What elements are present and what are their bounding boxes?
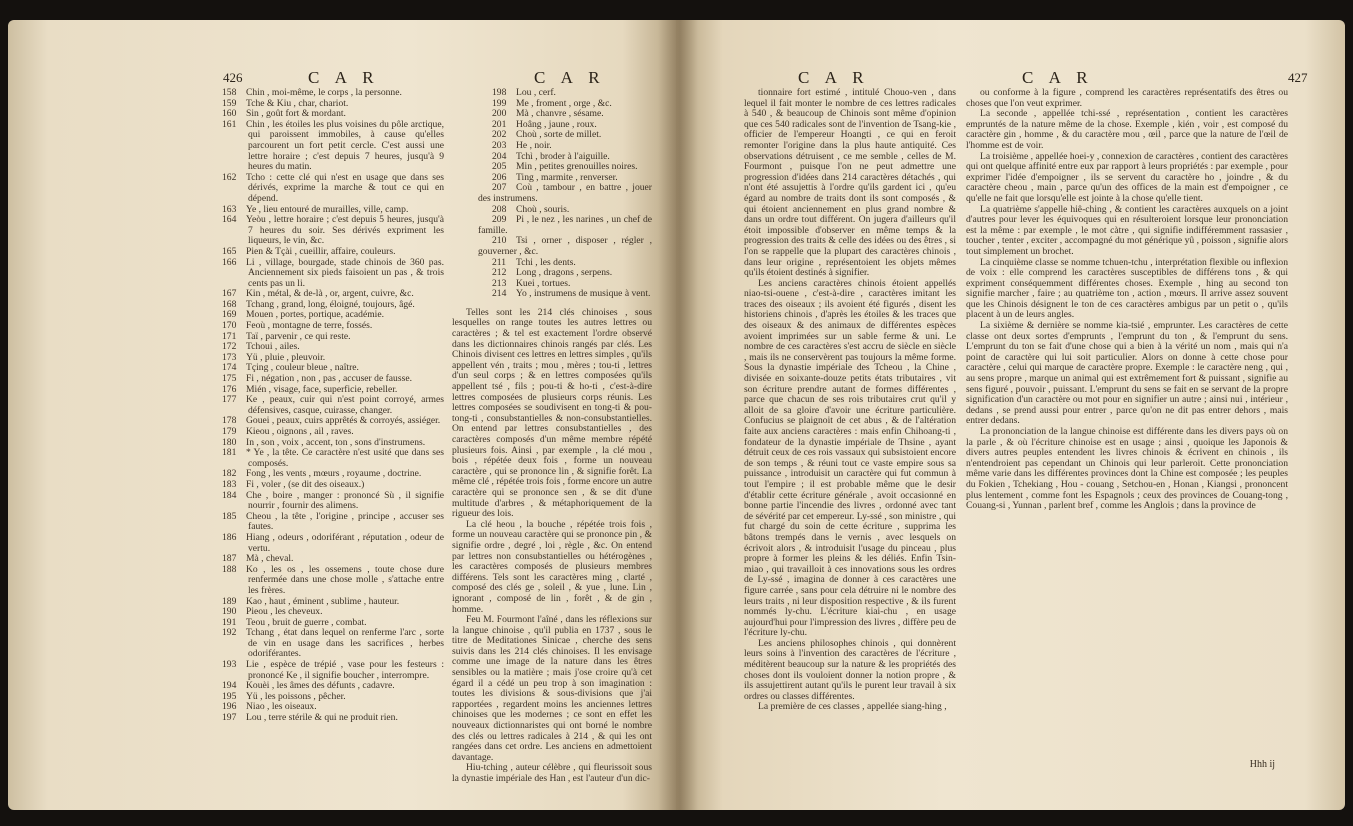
paragraph: Feu M. Fourmont l'aîné , dans les réflexions sur la langue chinoise , qu'il publia en 1737 , sous le titre de Meditationes Sinicae , cherche des sens suivis dans les 214 clés chinoises. Il les envisage comme une image de la nature dans les êtres sensibles ou la matière ; mais j'ose croire qu'à cet égard il a cédé un peu trop à son imagination : toutes les divisions & sous-divisions que j'ai rapportées , regardent moins les anciennes lettres chinoises que les modernes ; ce sont en effet les nouveaux dictionnaristes qui ont borné le nombre des clés ou lettres radicales à 214 , & qui les ont rangées dans cet ordre. Les anciens en admettoient davantage. xyxy=(452,614,652,763)
entry-text: Mà , chanvre , sésame. xyxy=(516,108,604,120)
paragraph: La seconde , appellée tchi-ssé , représentation , contient les caractères empruntés de la nature même de la chose. Exemple , kién , voir , est composé du caractère gin , homme , & du caractère mou , œil , parce que la nature de l'œil de l'homme est de voir. xyxy=(966,108,1288,151)
entry-text: Chin , moi-même, le corps , la personne. xyxy=(246,87,402,98)
dictionary-entry xyxy=(222,173,444,205)
entry-number: 174 xyxy=(222,362,237,374)
paragraph: La clé heou , la bouche , répétée trois fois , forme un nouveau caractère qui se prononce pin , & signifie ordre , degré , loi , règle , &c. On entend par lettres non consubstantielles ou hétérogènes , les caractères composés de plusieurs membres différens. Tels sont les caractères ming , clarté , composé des clés ge , soleil , & yue , lune. Lin , ignorant , composé de lin , forêt , & de gin , homme. xyxy=(452,518,652,615)
right-page xyxy=(676,20,1345,810)
entry-text: Tçing , couleur bleue , naître. xyxy=(246,362,359,374)
entry-number: 213 xyxy=(492,277,507,289)
entry-text: Fi , voler , (se dit des oiseaux.) xyxy=(246,478,365,490)
entry-number: 171 xyxy=(222,330,237,342)
entry-text: Choù , souris. xyxy=(516,203,570,215)
entry-text: Kuei , tortues. xyxy=(516,277,571,289)
entry-number: 169 xyxy=(222,309,237,321)
entry-text: Mién , visage, face, superficie, rebeller. xyxy=(246,383,398,395)
entry-text: Fi , négation , non , pas , accuser de fausse. xyxy=(246,373,412,385)
entry-text: Fong , les vents , mœurs , royaume , doctrine. xyxy=(246,468,422,480)
entry-text: Yeòu , lettre horaire ; c'est depuis 5 heures, jusqu'à 7 heures du soir. Ses dérivés expriment les liqueurs, le vin, &c. xyxy=(246,214,444,247)
entry-text: Taï , parvenir , ce qui reste. xyxy=(246,330,351,342)
dictionary-entry xyxy=(222,491,444,512)
entry-text: Lou , cerf. xyxy=(516,87,556,98)
entry-text: Mà , cheval. xyxy=(246,553,294,565)
entry-text: Tchang , état dans lequel on renferme l'arc , sorte de vin en usage dans les sacrifices , herbes odoriférantes. xyxy=(246,627,444,660)
entry-text: Feoù , montagne de terre, fossés. xyxy=(246,320,373,332)
entry-text: Yo , instrumens de musique à vent. xyxy=(516,288,651,300)
entry-number: 166 xyxy=(222,256,237,268)
entry-text: Kao , haut , éminent , sublime , hauteur. xyxy=(246,595,400,607)
dictionary-entry xyxy=(222,120,444,173)
entry-text: He , noir. xyxy=(516,139,552,151)
entry-text: Yü , les poissons , pêcher. xyxy=(246,690,346,702)
entry-number: 196 xyxy=(222,701,237,713)
dictionary-entry xyxy=(452,183,652,204)
dictionary-entry xyxy=(222,533,444,554)
entry-number: 189 xyxy=(222,595,237,607)
entry-number: 163 xyxy=(222,203,237,215)
right-text-column-1 xyxy=(744,88,956,713)
entry-number: 182 xyxy=(222,468,237,480)
paragraph: Hiu-tching , auteur célèbre , qui fleurissoit sous la dynastie impériale des Han , est l'auteur d'un dic- xyxy=(452,762,652,784)
paragraph: La troisième , appellée hoei-y , connexion de caractères , contient des caractères qui ont quelque affinité entre eux par rapport à leurs propriétés : par exemple , pour exprimer l'idée d'empoigner , ils se servent du caractère ho , joindre , & du caractère cheou , main , parce qu'un des offices de la main est d'empoigner , ce qu'elle ne fait que lorsqu'elle est jointe à la chose qu'elle tient. xyxy=(966,150,1288,204)
dictionary-entry xyxy=(452,236,652,257)
entry-number: 181 xyxy=(222,447,237,459)
right-text-column-2 xyxy=(966,88,1288,512)
entry-text: Kieou , oignons , ail , raves. xyxy=(246,426,354,437)
entry-number: 194 xyxy=(222,680,237,692)
dictionary-entry xyxy=(222,512,444,533)
left-page xyxy=(8,20,676,810)
entry-number: 168 xyxy=(222,298,237,310)
dictionary-entry xyxy=(222,395,444,416)
paragraph: La prononciation de la langue chinoise est différente dans les divers pays où on la parle , & où l'écriture chinoise est en usage ; ainsi , quoique les Japonois & divers autres peuples entendent les livres chinois & écrivent en chinois , ils n'entendroient pas cependant un Chinois qui leur parleroit. Cette prononciation même varie dans les différentes provinces dont la Chine est composée ; les peuples du Fokien , Tchekiang , Hou - couang , Setchou-en , Honan , Kiangsi , prononcent plus lentement , comme font les Espagnols ; ceux des provinces de Couang-tong , Couang-si , Yunnan , parlent bref , comme les Anglois ; dans la province de xyxy=(966,426,1288,512)
entry-text: Kin , métal, & de-là , or, argent, cuivre, &c. xyxy=(246,288,414,300)
entry-number: 188 xyxy=(222,563,237,575)
dictionary-entry xyxy=(222,258,444,290)
entry-number: 202 xyxy=(492,129,507,141)
entry-number: 158 xyxy=(222,87,237,98)
entry-number: 185 xyxy=(222,510,237,522)
entry-number: 199 xyxy=(492,97,507,109)
entry-number: 160 xyxy=(222,108,237,120)
entry-text: Ko , les os , les ossemens , toute chose dure renfermée dans une chose molle , s'attache entre les frères. xyxy=(246,563,444,596)
entry-text: Niao , les oiseaux. xyxy=(246,701,317,713)
entry-number: 201 xyxy=(492,118,507,130)
entry-number: 162 xyxy=(222,171,237,183)
entry-number: 184 xyxy=(222,489,237,501)
entry-number: 211 xyxy=(492,256,507,268)
paragraph: Les anciens philosophes chinois , qui donnèrent leurs soins à l'invention des caractères de l'écriture , méditèrent beaucoup sur la nature & les propriétés des choses dont ils vouloient donner la notion propre , & ils assujettirent autant qu'ils le purent leur travail à six ordres ou classes différentes. xyxy=(744,637,956,702)
signature-mark: Hhh ij xyxy=(1249,759,1275,770)
dictionary-entry xyxy=(452,215,652,236)
entry-number: 203 xyxy=(492,139,507,151)
left-entries-column-1 xyxy=(222,88,444,724)
paragraph: tionnaire fort estimé , intitulé Chouo-ven , dans lequel il fait monter le nombre de ces lettres radicales à 540 , & beaucoup de Chinois sont même d'opinion que ces 540 radicales sont de l'invention de Tsang-kie , officier de l'empereur Hoangti , ce qui en feroit remonter l'origine dans la plus haute antiquité. Ces observations détruisent , ce me semble , celles de M. Fourmont , puisque l'on ne peut admettre une progression d'idées dans 214 caractères détachés , qui n'ont été assujettis à l'ordre qu'ils gardent ici , qu'eu égard au nombre de traits dont ils sont composés , & qui étoient anciennement en plus grand nombre & dans un ordre tout différent. On jugera d'ailleurs qu'il étoit impossible d'observer en même temps & la progression des traits & celle des idées ou des êtres , si l'on se rappelle que la plupart des caractères chinois , dans leur origine , représentoient les objets mêmes qu'ils étoient destinés à signifier. xyxy=(744,87,956,279)
entry-number: 198 xyxy=(492,87,507,98)
entry-number: 197 xyxy=(222,712,237,724)
left-text-column-2 xyxy=(452,88,652,785)
running-head: C A R xyxy=(798,68,870,87)
entry-number: 167 xyxy=(222,288,237,300)
paragraph: ou conforme à la figure , comprend les caractères représentatifs des êtres ou choses que l'on veut exprimer. xyxy=(966,87,1288,109)
entry-number: 165 xyxy=(222,245,237,257)
dictionary-entry xyxy=(222,660,444,681)
entry-text: * Ye , la tête. Ce caractère n'est usité que dans ses composés. xyxy=(246,447,444,469)
dictionary-entry xyxy=(452,130,652,141)
entry-text: Gouei , peaux, cuirs apprêtés & corroyés, assiéger. xyxy=(246,415,441,427)
entry-number: 186 xyxy=(222,531,237,543)
paragraph: Les anciens caractères chinois étoient appellés niao-tsi-ouene , c'est-à-dire , caractères imitant les traces des oiseaux ; ils avoient été figurés , disent les historiens chinois , d'après les étoiles & les traces que des oiseaux & des animaux de différentes espèces avoient imprimées sur un sable ferme & uni. Le nombre de ces caractères s'est accru de siècle en siècle , mais ils ne conservèrent pas toujours la même forme. Sous la dynastie impériale des Tcheou , la Chine , divisée en soixante-douze petits états tributaires , vit son écriture prendre autant de formes différentes , parce que chacun de ses rois tributaires crut qu'il y alloit de sa gloire d'avoir une écriture particulière. Confucius se plaignoit de cet abus , & de l'altération faite aux anciens caractères : mais enfin Chihoang-ti , fondateur de la dynastie impériale de Thsine , ayant détruit ceux de ces rois vassaux qui subsistoient encore de son temps , & réuni tout ce vaste empire sous sa puissance , introduisit un caractère qui fut commun à tout l'empire ; il est probable même que le desir d'établir cette écriture générale , avoit occasionné en bonne partie l'incendie des livres , ordonné avec tant de sévérité par cet empereur. Ly-ssé , son ministre , qui fut chargé du soin de cette écriture , supprima les bâtons trempés dans le vernis , avec lesquels on écrivoit alors , & introduisit l'usage du pinceau , plus propre à former les pleins & les déliés. Enfin Tsin-miao , qui travailloit à ces innovations sous les ordres de Ly-ssé , imagina de donner à ces caractères une figure carrée , sans pour cela détruire ni le nombre des leurs traits , ni leur disposition respective , & ils furent nommés ly-chu. L'écriture kiai-chu , en usage aujourd'hui pour l'impression des livres , diffère peu de l'écriture ly-chu. xyxy=(744,277,956,639)
entry-text: Teou , bruit de guerre , combat. xyxy=(246,616,367,628)
paragraph: La sixième & dernière se nomme kia-tsié , emprunter. Les caractères de cette classe ont deux sortes d'emprunts , l'emprunt du ton , & l'emprunt du sens. L'emprunt du ton se fait d'une chose qui a bien à la vérité un nom , mais qui n'a point de caractère qui lui soit particulier. Alors on donne à cette chose pour caractère , celui qui marque de caractère propre. Exemple : le caractère neng , qui , au sens propre , marque un animal qui est extrêmement fort & puissant , signifie au sens figuré , pouvoir , puissant. L'emprunt du sens se fait en se servant de la propre signification d'un caractère ou mot pour en signifier un autre ; ainsi nui , intérieur , dedans , se prend aussi pour entrer , parce qu'on ne dit pas entrer dehors , mais entrer dedans. xyxy=(966,320,1288,427)
entry-text: Me , froment , orge , &c. xyxy=(516,97,612,109)
entry-text: Pi , le nez , les narines , un chef de famille. xyxy=(478,214,652,236)
entry-text: Yü , pluie , pleuvoir. xyxy=(246,351,326,363)
dictionary-entry xyxy=(222,215,444,247)
entry-number: 172 xyxy=(222,341,237,353)
dictionary-entry xyxy=(222,448,444,469)
entry-number: 192 xyxy=(222,627,237,639)
entry-number: 200 xyxy=(492,108,507,120)
entry-number: 179 xyxy=(222,426,237,437)
entry-text: Choù , sorte de millet. xyxy=(516,129,602,141)
entry-text: Ting , marmite , renverser. xyxy=(516,171,618,183)
entry-text: Tchoui , ailes. xyxy=(246,341,300,353)
entry-number: 170 xyxy=(222,320,237,332)
entry-text: Tchang , grand, long, éloigné, toujours, âgé. xyxy=(246,298,415,310)
paragraph: La quatrième s'appelle hiê-ching , & contient les caractères auxquels on a joint d'autres pour lever les équivoques qui en résulteroient lorsque leur prononciation est la même : par exemple , le mot càtre , qui signifie indifféremment rassasier , toucher , tenter , exciter , accompagné du mot générique yû , poisson , signifie alors tout simplement un brochet. xyxy=(966,203,1288,257)
entry-text: Min , petites grenouilles noires. xyxy=(516,161,638,173)
entry-text: Tsi , orner , disposer , régler , gouverner , &c. xyxy=(478,235,652,257)
book-gutter xyxy=(658,20,698,810)
entry-number: 208 xyxy=(492,203,507,215)
entry-text: Li , village, bourgade, stade chinois de 360 pas. Anciennement six pieds faisoient un pas , & trois cents pas un li. xyxy=(246,256,444,289)
entry-number: 212 xyxy=(492,267,507,279)
running-head: C A R xyxy=(308,68,380,87)
entry-number: 187 xyxy=(222,553,237,565)
entry-number: 161 xyxy=(222,118,237,130)
entry-text: Ye , lieu entouré de murailles, ville, camp. xyxy=(246,203,409,215)
entry-number: 190 xyxy=(222,606,237,618)
running-head: C A R xyxy=(534,68,606,87)
entry-number: 207 xyxy=(492,182,507,194)
entry-number: 191 xyxy=(222,616,237,628)
dictionary-entry xyxy=(452,289,652,300)
entry-text: Pieou , les cheveux. xyxy=(246,606,323,618)
entry-text: Ke , peaux, cuir qui n'est point corroyé, armes défensives, casque, cuirasse, changer. xyxy=(246,394,444,416)
entry-text: Pien & Tçài , cueillir, affaire, couleurs. xyxy=(246,245,396,257)
dictionary-entry xyxy=(222,713,444,724)
entry-text: Lie , espèce de trépié , vase pour les festeurs : prononcé Ke , il signifie boucher , interrompre. xyxy=(246,659,444,681)
entry-number: 206 xyxy=(492,171,507,183)
paragraph: La première de ces classes , appellée siang-hing , xyxy=(758,701,947,713)
entry-text: Lou , terre stérile & qui ne produit rien. xyxy=(246,712,398,724)
entry-number: 159 xyxy=(222,97,237,109)
entry-number: 164 xyxy=(222,214,237,226)
entry-text: Tcho : cette clé qui n'est en usage que dans ses dérivés, exprime la marche & tout ce qui en dépend. xyxy=(246,171,444,204)
entry-text: Mouen , portes, portique, académie. xyxy=(246,309,384,321)
entry-text: Hiang , odeurs , odoriférant , réputation , odeur de vertu. xyxy=(246,531,444,554)
entry-text: Che , boire , manger : prononcé Sù , il signifie nourrir , fournir des alimens. xyxy=(246,489,444,512)
entry-text: Sin , goût fort & mordant. xyxy=(246,108,346,120)
entry-text: Kouèi , les âmes des défunts , cadavre. xyxy=(246,680,395,692)
entry-number: 176 xyxy=(222,383,237,395)
page-number: 426 xyxy=(223,70,243,85)
entry-number: 210 xyxy=(492,235,507,247)
entry-text: In , son , voix , accent, ton , sons d'instrumens. xyxy=(246,436,426,448)
entry-number: 175 xyxy=(222,373,237,385)
page-number: 427 xyxy=(1288,70,1308,85)
entry-number: 209 xyxy=(492,214,507,226)
entry-text: Coù , tambour , en battre , jouer des instrumens. xyxy=(478,182,652,204)
entry-number: 193 xyxy=(222,659,237,671)
entry-number: 205 xyxy=(492,161,507,173)
entry-number: 204 xyxy=(492,150,507,162)
dictionary-entry xyxy=(222,565,444,597)
entry-text: Tche & Kiu , char, chariot. xyxy=(246,97,349,109)
open-book xyxy=(8,20,1345,810)
paragraph: Telles sont les 214 clés chinoises , sous lesquelles on range toutes les autres lettres ou caractères ; & tel est exactement l'ordre observé dans les dictionnaires chinois rangés par clés. Les Chinois divisent ces lettres en lettres simples , qu'ils appellent vén , traits ; mou , mères ; tou-ti , lettres d'un seul corps ; & en lettres composées qu'ils appellent tsé , fils ; pou-ti & ho-ti , c'est-à-dire lettres composées de plusieurs corps réunis. Les lettres composées se soudivisent en tong-ti & pou-tong-ti , consubstantielles & non-consubstantielles. On entend par lettres consubstantielles , des caractères composés d'un même membre répété plusieurs fois. Ainsi , par exemple , la clé mou , bois , répétée deux fois , forme un nouveau caractère , qui se prononce lin , & signifie forêt. La même clé , répétée trois fois , forme encore un autre caractère qui se prononce sen , & se dit d'une multitude d'arbres , & métaphoriquement de la rigueur des lois. xyxy=(452,306,652,520)
entry-number: 183 xyxy=(222,478,237,490)
dictionary-entry xyxy=(222,628,444,660)
entry-number: 214 xyxy=(492,288,507,300)
entry-text: Tchì , broder à l'aiguille. xyxy=(516,150,610,162)
entry-text: Cheou , la tête , l'origine , principe , accuser ses fautes. xyxy=(246,510,444,533)
paragraph: La cinquième classe se nomme tchuen-tchu , interprétation flexible ou inflexion de voix : elle comprend les caractères susceptibles de différens tons , & qui expriment conséquemment différentes choses. Exemple , hing au second ton signifie marcher , faire ; au quatrième ton , action , mœurs. Il arrive assez souvent que les Chinois désignent le ton de ces caractères ambigus par un petit o , qu'ils placent à un de leurs angles. xyxy=(966,256,1288,321)
entry-number: 173 xyxy=(222,351,237,363)
entry-number: 178 xyxy=(222,415,237,427)
entry-text: Long , dragons , serpens. xyxy=(516,267,613,279)
entry-number: 180 xyxy=(222,436,237,448)
running-head: C A R xyxy=(1022,68,1094,87)
entry-number: 195 xyxy=(222,690,237,702)
entry-number: 177 xyxy=(222,394,237,406)
entry-text: Tchi , les dents. xyxy=(516,256,576,268)
entry-text: Hoâng , jaune , roux. xyxy=(516,118,597,130)
entry-text: Chin , les étoiles les plus voisines du pôle arctique, qui paroissent immobiles, à cause qu'elles parcourent un fort petit cercle. C'est aussi une lettre horaire ; c'est depuis 7 heures, jusqu'à 9 heures du matin. xyxy=(246,118,444,173)
